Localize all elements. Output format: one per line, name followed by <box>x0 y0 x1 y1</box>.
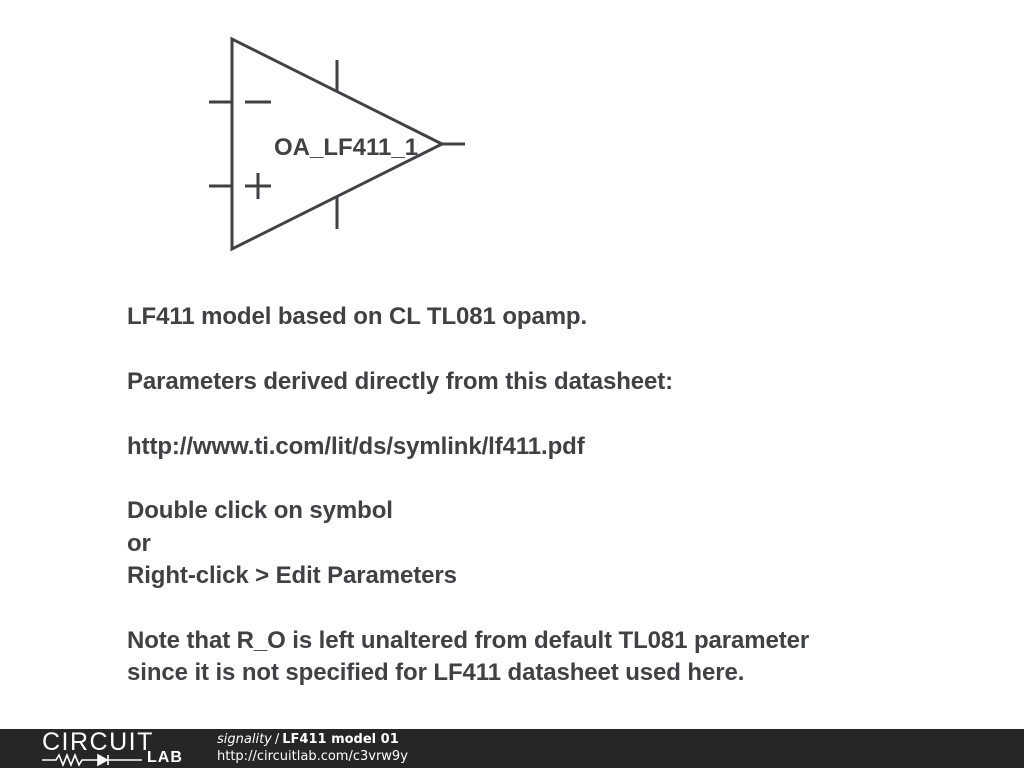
logo-circuit-text: CIRCUIT <box>42 728 154 756</box>
note-line: Note that R_O is left unaltered from default TL081 parameter <box>127 626 810 654</box>
circuit-info <box>217 731 408 765</box>
blank-line <box>127 398 1007 430</box>
opamp-schematic[interactable] <box>0 0 1024 290</box>
note-line: Parameters derived directly from this datasheet: <box>127 367 674 395</box>
footer-bar <box>0 729 1024 768</box>
circuitlab-logo[interactable] <box>42 730 182 768</box>
title-separator: / <box>274 732 280 747</box>
datasheet-link[interactable]: http://www.ti.com/lit/ds/symlink/lf411.pdf <box>127 432 585 460</box>
note-line: Right-click > Edit Parameters <box>127 562 457 590</box>
author-link[interactable]: signality <box>217 732 272 747</box>
note-line: LF411 model based on CL TL081 opamp. <box>127 303 588 330</box>
circuit-url[interactable]: http://circuitlab.com/c3vrw9y <box>217 749 408 764</box>
blank-line <box>127 463 1007 495</box>
circuit-title[interactable]: LF411 model 01 <box>282 732 399 747</box>
blank-line <box>127 593 1007 625</box>
component-label: OA_LF411_1 <box>274 134 419 161</box>
notes-text-block <box>127 301 1007 690</box>
note-line: Double click on symbol <box>127 497 393 525</box>
plus-sign-icon <box>245 173 271 199</box>
resistor-diode-icon <box>42 752 146 768</box>
blank-line <box>127 333 1007 365</box>
logo-lab-text: LAB <box>147 749 183 766</box>
note-line: or <box>127 529 151 557</box>
note-line: since it is not specified for LF411 datasheet used here. <box>127 659 745 687</box>
